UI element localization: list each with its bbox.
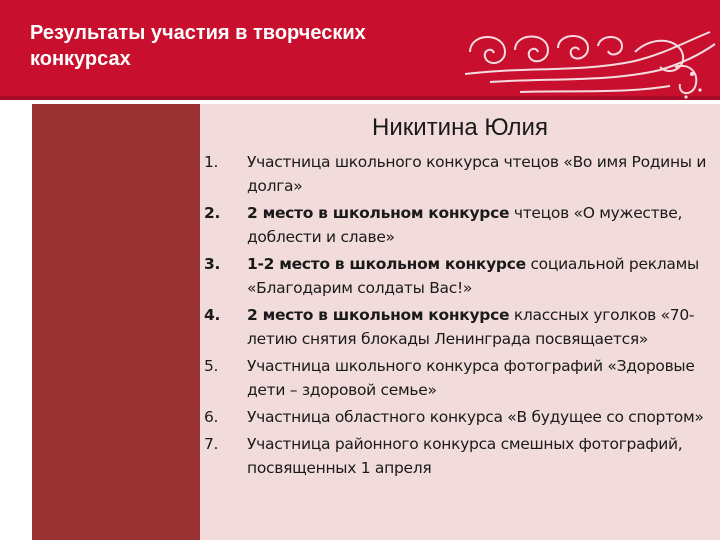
- list-item: [200, 252, 715, 300]
- list-item: [200, 405, 715, 429]
- item-text: Участница школьного конкурса чтецов «Во имя Родины и долга»: [247, 153, 707, 195]
- item-number: 3.: [204, 255, 221, 273]
- item-number: 5.: [204, 357, 219, 375]
- left-accent-panel: [32, 104, 200, 540]
- item-text: Участница областного конкурса «В будущее со спортом»: [247, 408, 704, 426]
- item-number: 6.: [204, 408, 219, 426]
- item-highlight: 2 место в школьном конкурсе: [247, 306, 510, 324]
- item-number: 4.: [204, 306, 221, 324]
- item-text: Участница районного конкурса смешных фотографий, посвященных 1 апреля: [247, 435, 683, 477]
- item-text: чтецов «О мужестве, доблести и славе»: [247, 204, 683, 246]
- slide-title: Результаты участия в творческих конкурсах: [30, 22, 366, 70]
- item-number: 2.: [204, 204, 221, 222]
- person-name: Никитина Юлия: [372, 114, 548, 141]
- list-item: [200, 354, 715, 402]
- list-item: [200, 432, 715, 480]
- item-number: 1.: [204, 153, 219, 171]
- item-highlight: 1-2 место в школьном конкурсе: [247, 255, 526, 273]
- item-highlight: 2 место в школьном конкурсе: [247, 204, 510, 222]
- item-text: классных уголков «70-летию снятия блокады Ленинграда посвящается»: [247, 306, 695, 348]
- list-item: [200, 201, 715, 249]
- list-item: [200, 303, 715, 351]
- list-item: [200, 150, 715, 198]
- item-number: 7.: [204, 435, 219, 453]
- results-list: [200, 150, 715, 483]
- swirl-ornament-icon: [460, 12, 720, 107]
- item-text: социальной рекламы «Благодарим солдаты Вас!»: [247, 255, 699, 297]
- item-text: Участница школьного конкурса фотографий «Здоровые дети – здоровой семье»: [247, 357, 695, 399]
